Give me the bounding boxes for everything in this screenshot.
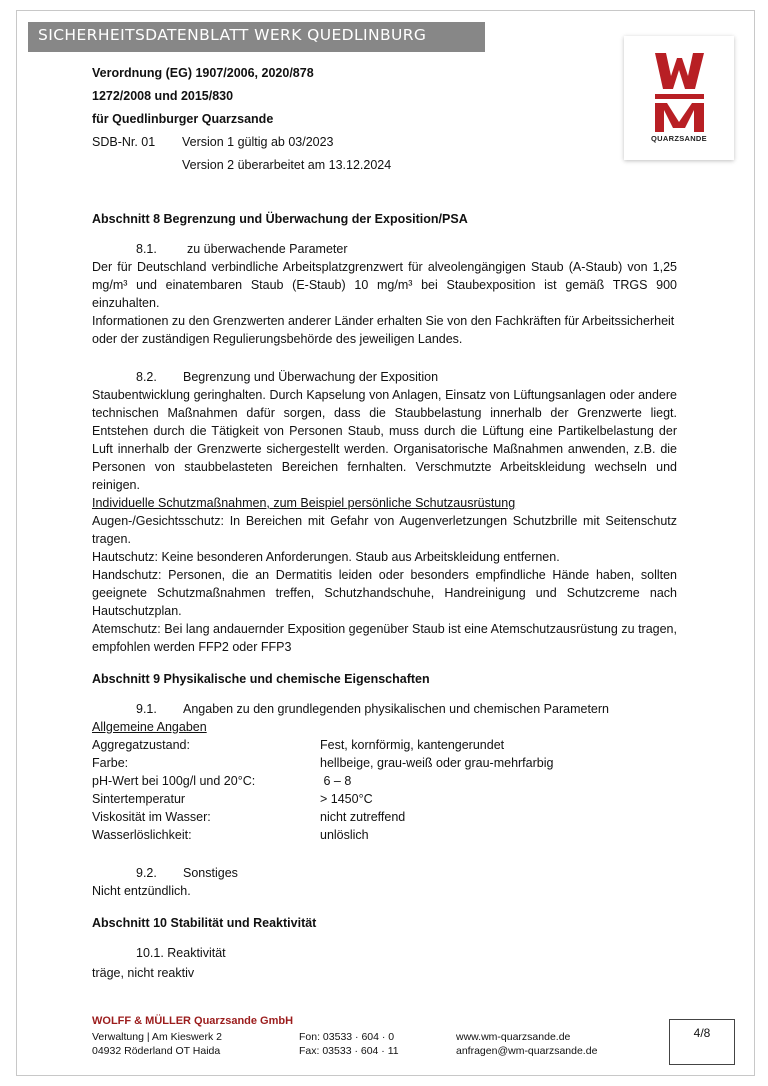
logo-brand-text: QUARZSANDE bbox=[651, 134, 707, 143]
footer-website-link[interactable]: www.wm-quarzsande.de bbox=[456, 1031, 571, 1043]
paragraph-8-2-measures: Staubentwicklung geringhalten. Durch Kapselung von Anlagen, Einsatz von Lüftungsanlagen oder andere technischen Maßnahmen dafür sorgen, dass die Staubbelastung innerhalb der Grenzwerte liegt. Entstehen durch die Tätigkeit von Personen Staub, muss durch die Lüftung eine Partikelbelastung der Luft innerhalb der Grenzwerte sichergestellt werden. Organisatorische Maßnahmen anwenden, z.B. die Personen von staubbelasteten Bereichen fernhalten. Verschmutzte Arbeitskleidung wechseln und reinigen. bbox=[92, 388, 677, 492]
section-10-title: Abschnitt 10 Stabilität und Reaktivität bbox=[92, 916, 317, 930]
footer-address-1: Verwaltung | Am Kieswerk 2 bbox=[92, 1031, 222, 1043]
footer-address-2: 04932 Röderland OT Haida bbox=[92, 1045, 221, 1057]
subsection-8-1: 8.1. zu überwachende Parameter bbox=[136, 242, 348, 256]
property-row: Wasserlöslichkeit: unlöslich bbox=[92, 828, 369, 842]
property-row: Sintertemperatur > 1450°C bbox=[92, 792, 373, 806]
regulation-line-2: 1272/2008 und 2015/830 bbox=[92, 89, 234, 103]
company-logo bbox=[624, 36, 734, 160]
document-header bbox=[92, 62, 391, 177]
document-body bbox=[92, 210, 677, 982]
version-2: Version 2 überarbeitet am 13.12.2024 bbox=[182, 158, 392, 172]
version-1: Version 1 gültig ab 03/2023 bbox=[182, 135, 334, 149]
regulation-line-1: Verordnung (EG) 1907/2006, 2020/878 bbox=[92, 66, 314, 80]
document-banner: SICHERHEITSDATENBLATT WERK QUEDLINBURG bbox=[28, 22, 485, 52]
paragraph-8-1-info: Informationen zu den Grenzwerten anderer Länder erhalten Sie von den Fachkräften für Arbeitssicherheit oder der zuständigen Regulierungsbehörde des jeweiligen Landes. bbox=[92, 314, 675, 346]
footer-fax: Fax: 03533 · 604 · 11 bbox=[299, 1045, 399, 1057]
section-8-title: Abschnitt 8 Begrenzung und Überwachung der Exposition/PSA bbox=[92, 212, 468, 226]
footer-phone: Fon: 03533 · 604 · 0 bbox=[299, 1031, 395, 1043]
respiratory-protection: Atemschutz: Bei lang andauernder Exposition gegenüber Staub ist eine Atemschutzausrüstung zu tragen, empfohlen werden FFP2 oder FFP3 bbox=[92, 622, 677, 654]
subsection-8-2: 8.2. Begrenzung und Überwachung der Exposition bbox=[136, 370, 439, 384]
subsection-10-1: 10.1. Reaktivität bbox=[136, 946, 226, 960]
ppe-heading: Individuelle Schutzmaßnahmen, zum Beispiel persönliche Schutzausrüstung bbox=[92, 496, 516, 510]
version-row-1 bbox=[92, 131, 391, 154]
footer-company: WOLFF & MÜLLER Quarzsande GmbH bbox=[92, 1015, 294, 1027]
hand-protection: Handschutz: Personen, die an Dermatitis leiden oder besonders empfindliche Hände haben, sollten geeignete Schutzmaßnahmen treffen, Schutzhandschuhe, Handreinigung und Schutzcreme nach Hautschutzplan. bbox=[92, 568, 677, 618]
general-info-heading: Allgemeine Angaben bbox=[92, 720, 207, 734]
flammability-note: Nicht entzündlich. bbox=[92, 884, 191, 898]
version-row-2 bbox=[92, 154, 391, 177]
subsection-9-1: 9.1. Angaben zu den grundlegenden physikalischen und chemischen Parametern bbox=[136, 702, 609, 716]
product-line: für Quedlinburger Quarzsande bbox=[92, 112, 274, 126]
property-row: Aggregatzustand: Fest, kornförmig, kantengerundet bbox=[92, 738, 505, 752]
page-number: 4/8 bbox=[669, 1019, 735, 1065]
property-row: Farbe: hellbeige, grau-weiß oder grau-mehrfarbig bbox=[92, 756, 554, 770]
section-9-title: Abschnitt 9 Physikalische und chemische Eigenschaften bbox=[92, 672, 430, 686]
reactivity-text: träge, nicht reaktiv bbox=[92, 966, 195, 980]
paragraph-8-1-limit: Der für Deutschland verbindliche Arbeitsplatzgrenzwert für alveolengängigen Staub (A-Staub) von 1,25 mg/m³ und einatembaren Staub (E-Staub) 10 mg/m³ bei Staubexposition ist gemäß TRGS 900 einzuhalten. bbox=[92, 260, 677, 310]
sdb-number: SDB-Nr. 01 bbox=[92, 135, 156, 149]
eye-protection: Augen-/Gesichtsschutz: In Bereichen mit Gefahr von Augenverletzungen Schutzbrille mit Seitenschutz tragen. bbox=[92, 514, 677, 546]
property-row: Viskosität im Wasser: nicht zutreffend bbox=[92, 810, 406, 824]
page-footer bbox=[92, 1014, 597, 1058]
footer-email-link[interactable]: anfragen@wm-quarzsande.de bbox=[456, 1045, 598, 1057]
skin-protection: Hautschutz: Keine besonderen Anforderungen. Staub aus Arbeitskleidung entfernen. bbox=[92, 550, 560, 564]
property-row: pH-Wert bei 100g/l und 20°C: 6 – 8 bbox=[92, 774, 352, 788]
subsection-9-2: 9.2. Sonstiges bbox=[136, 866, 238, 880]
